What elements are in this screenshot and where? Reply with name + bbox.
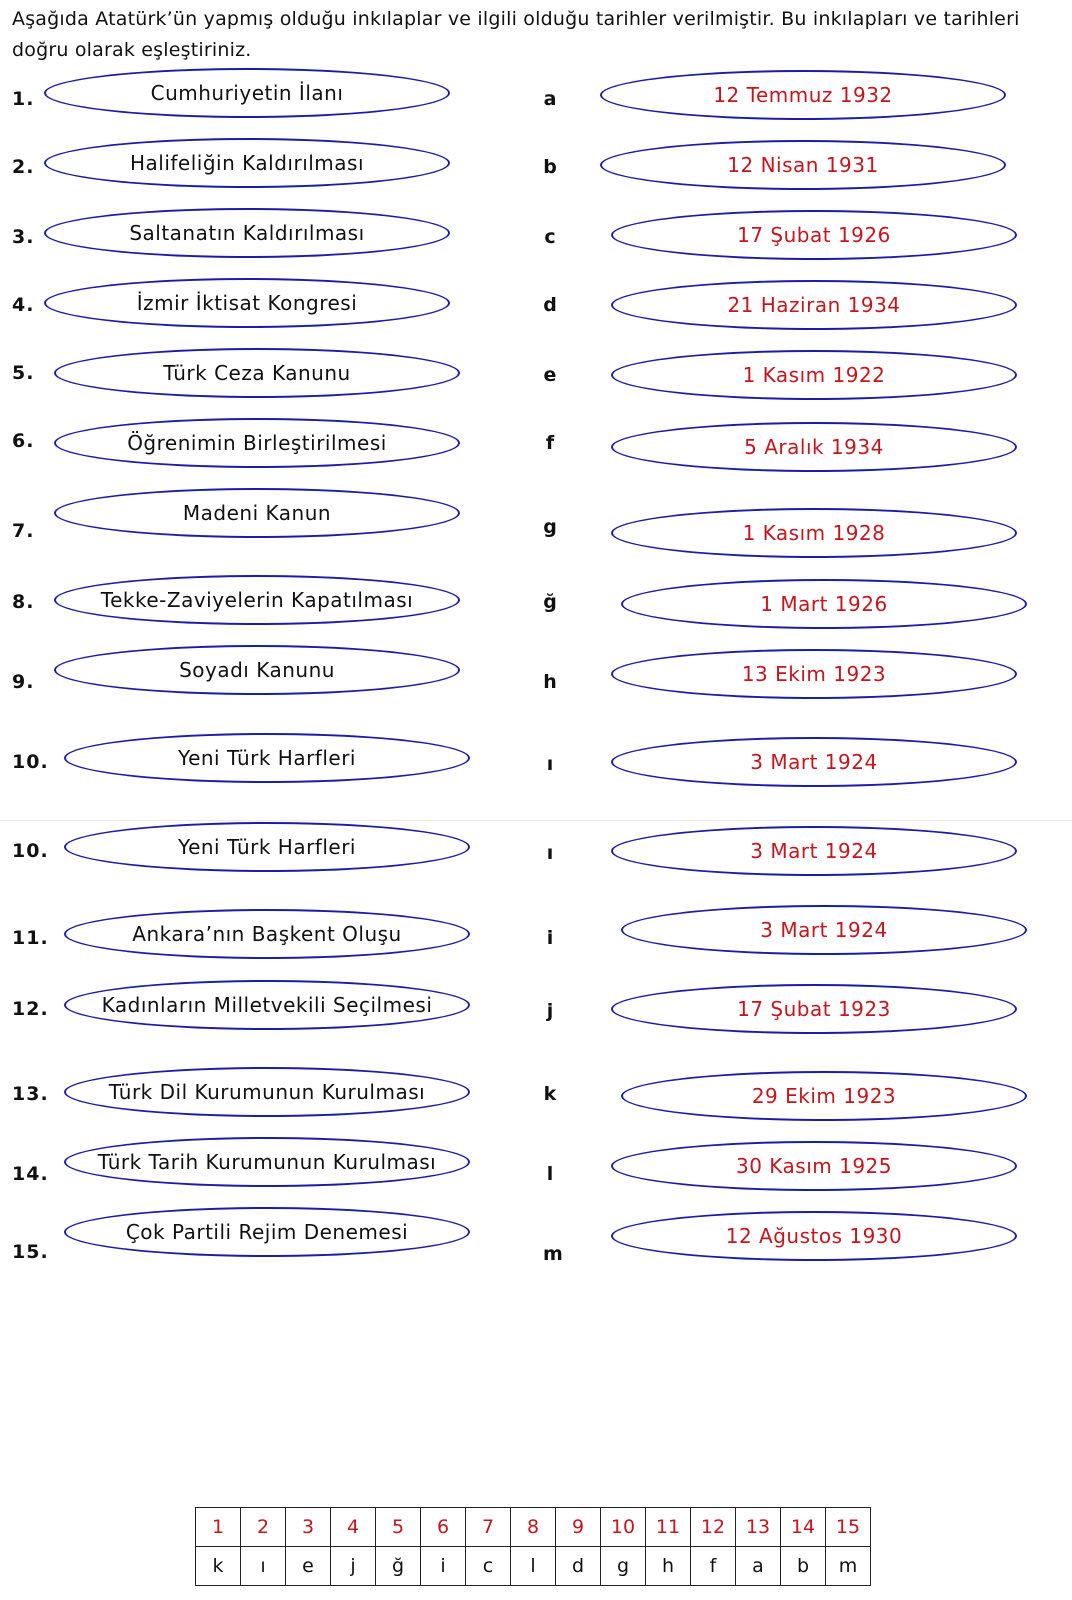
answer-key-letter: b xyxy=(781,1547,826,1586)
answer-key-number: 13 xyxy=(736,1508,781,1547)
answer-key-number: 8 xyxy=(511,1508,556,1547)
match-row xyxy=(0,68,1072,124)
answer-key-letter: c xyxy=(466,1547,511,1586)
answer-key-letter: ğ xyxy=(376,1547,421,1586)
option-letter: l xyxy=(546,1163,554,1185)
reform-pill: Türk Ceza Kanunu xyxy=(54,348,460,398)
answer-key-letter: h xyxy=(646,1547,691,1586)
answer-key-table xyxy=(195,1507,871,1586)
option-letter: ğ xyxy=(543,591,557,613)
match-row xyxy=(0,1137,1072,1193)
answer-key-letter: j xyxy=(331,1547,376,1586)
item-number: 8. xyxy=(12,591,35,613)
option-letter: b xyxy=(543,156,557,178)
item-number: 13. xyxy=(12,1083,49,1105)
match-row xyxy=(0,278,1072,334)
answer-key-letter: g xyxy=(601,1547,646,1586)
answer-key-letters-row xyxy=(196,1547,871,1586)
date-pill: 13 Ekim 1923 xyxy=(611,649,1017,699)
answer-key-number: 14 xyxy=(781,1508,826,1547)
date-pill: 3 Mart 1924 xyxy=(621,905,1027,955)
answer-key-number: 7 xyxy=(466,1508,511,1547)
date-pill: 21 Haziran 1934 xyxy=(611,280,1017,330)
answer-key-letter: a xyxy=(736,1547,781,1586)
answer-key-letter: ı xyxy=(241,1547,286,1586)
date-pill: 17 Şubat 1923 xyxy=(611,984,1017,1034)
reform-pill: Yeni Türk Harfleri xyxy=(64,733,470,783)
option-letter: k xyxy=(543,1083,557,1105)
match-row xyxy=(0,645,1072,701)
reform-pill: Türk Tarih Kurumunun Kurulması xyxy=(64,1137,470,1187)
answer-key-number: 9 xyxy=(556,1508,601,1547)
match-row xyxy=(0,418,1072,474)
answer-key-number: 4 xyxy=(331,1508,376,1547)
date-pill: 12 Ağustos 1930 xyxy=(611,1211,1017,1261)
item-number: 15. xyxy=(12,1241,49,1263)
match-row xyxy=(0,980,1072,1036)
item-number: 14. xyxy=(12,1163,49,1185)
item-number: 2. xyxy=(12,156,35,178)
option-letter: ı xyxy=(546,842,554,864)
reform-pill: Kadınların Milletvekili Seçilmesi xyxy=(64,980,470,1030)
answer-key-number: 6 xyxy=(421,1508,466,1547)
option-letter: j xyxy=(546,1000,554,1022)
instructions-text: Aşağıda Atatürk’ün yapmış olduğu inkılaplar ve ilgili olduğu tarihler verilmiştir. Bu inkılapları ve tarihleri doğru olarak eşleştiriniz. xyxy=(12,8,1020,61)
match-row xyxy=(0,822,1072,878)
item-number: 10. xyxy=(12,751,49,773)
reform-pill: Ankara’nın Başkent Oluşu xyxy=(64,909,470,959)
answer-key-letter: f xyxy=(691,1547,736,1586)
match-row xyxy=(0,733,1072,789)
answer-key-letter: m xyxy=(826,1547,871,1586)
option-letter: f xyxy=(545,432,555,454)
reform-pill: Yeni Türk Harfleri xyxy=(64,822,470,872)
answer-key-letter: d xyxy=(556,1547,601,1586)
date-pill: 12 Nisan 1931 xyxy=(600,140,1006,190)
date-pill: 1 Mart 1926 xyxy=(621,579,1027,629)
reform-pill: Soyadı Kanunu xyxy=(54,645,460,695)
option-letter: a xyxy=(543,88,557,110)
answer-key-number: 15 xyxy=(826,1508,871,1547)
answer-key-letter: k xyxy=(196,1547,241,1586)
answer-key-letter: i xyxy=(421,1547,466,1586)
match-row xyxy=(0,909,1072,965)
reform-pill: Öğrenimin Birleştirilmesi xyxy=(54,418,460,468)
answer-key-number: 3 xyxy=(286,1508,331,1547)
item-number: 10. xyxy=(12,840,49,862)
reform-pill: Cumhuriyetin İlanı xyxy=(44,68,450,118)
answer-key-number: 2 xyxy=(241,1508,286,1547)
item-number: 7. xyxy=(12,520,35,542)
option-letter: ı xyxy=(546,753,554,775)
item-number: 5. xyxy=(12,362,35,384)
item-number: 3. xyxy=(12,226,35,248)
date-pill: 3 Mart 1924 xyxy=(611,826,1017,876)
answer-key-number: 1 xyxy=(196,1508,241,1547)
item-number: 4. xyxy=(12,294,35,316)
date-pill: 29 Ekim 1923 xyxy=(621,1071,1027,1121)
item-number: 9. xyxy=(12,671,35,693)
date-pill: 1 Kasım 1922 xyxy=(611,350,1017,400)
reform-pill: Tekke-Zaviyelerin Kapatılması xyxy=(54,575,460,625)
reform-pill: Çok Partili Rejim Denemesi xyxy=(64,1207,470,1257)
answer-key-numbers-row xyxy=(196,1508,871,1547)
match-row xyxy=(0,138,1072,194)
item-number: 11. xyxy=(12,927,49,949)
item-number: 12. xyxy=(12,998,49,1020)
divider xyxy=(0,820,1072,821)
date-pill: 12 Temmuz 1932 xyxy=(600,70,1006,120)
date-pill: 1 Kasım 1928 xyxy=(611,508,1017,558)
option-letter: h xyxy=(543,671,557,693)
reform-pill: Madeni Kanun xyxy=(54,488,460,538)
answer-key-number: 5 xyxy=(376,1508,421,1547)
match-row xyxy=(0,348,1072,404)
date-pill: 3 Mart 1924 xyxy=(611,737,1017,787)
option-letter: e xyxy=(543,364,557,386)
item-number: 6. xyxy=(12,430,35,452)
date-pill: 30 Kasım 1925 xyxy=(611,1141,1017,1191)
date-pill: 5 Aralık 1934 xyxy=(611,422,1017,472)
match-row xyxy=(0,1207,1072,1263)
match-row xyxy=(0,575,1072,631)
date-pill: 17 Şubat 1926 xyxy=(611,210,1017,260)
item-number: 1. xyxy=(12,88,35,110)
reform-pill: İzmir İktisat Kongresi xyxy=(44,278,450,328)
option-letter: c xyxy=(544,226,556,248)
reform-pill: Saltanatın Kaldırılması xyxy=(44,208,450,258)
option-letter: g xyxy=(543,516,557,538)
answer-key-letter: e xyxy=(286,1547,331,1586)
reform-pill: Halifeliğin Kaldırılması xyxy=(44,138,450,188)
option-letter: d xyxy=(543,294,557,316)
option-letter: i xyxy=(546,927,554,949)
match-row xyxy=(0,1067,1072,1123)
match-row xyxy=(0,488,1072,544)
option-letter: m xyxy=(543,1243,563,1265)
answer-key-letter: l xyxy=(511,1547,556,1586)
answer-key-number: 11 xyxy=(646,1508,691,1547)
reform-pill: Türk Dil Kurumunun Kurulması xyxy=(64,1067,470,1117)
answer-key-number: 12 xyxy=(691,1508,736,1547)
match-row xyxy=(0,208,1072,264)
answer-key-number: 10 xyxy=(601,1508,646,1547)
